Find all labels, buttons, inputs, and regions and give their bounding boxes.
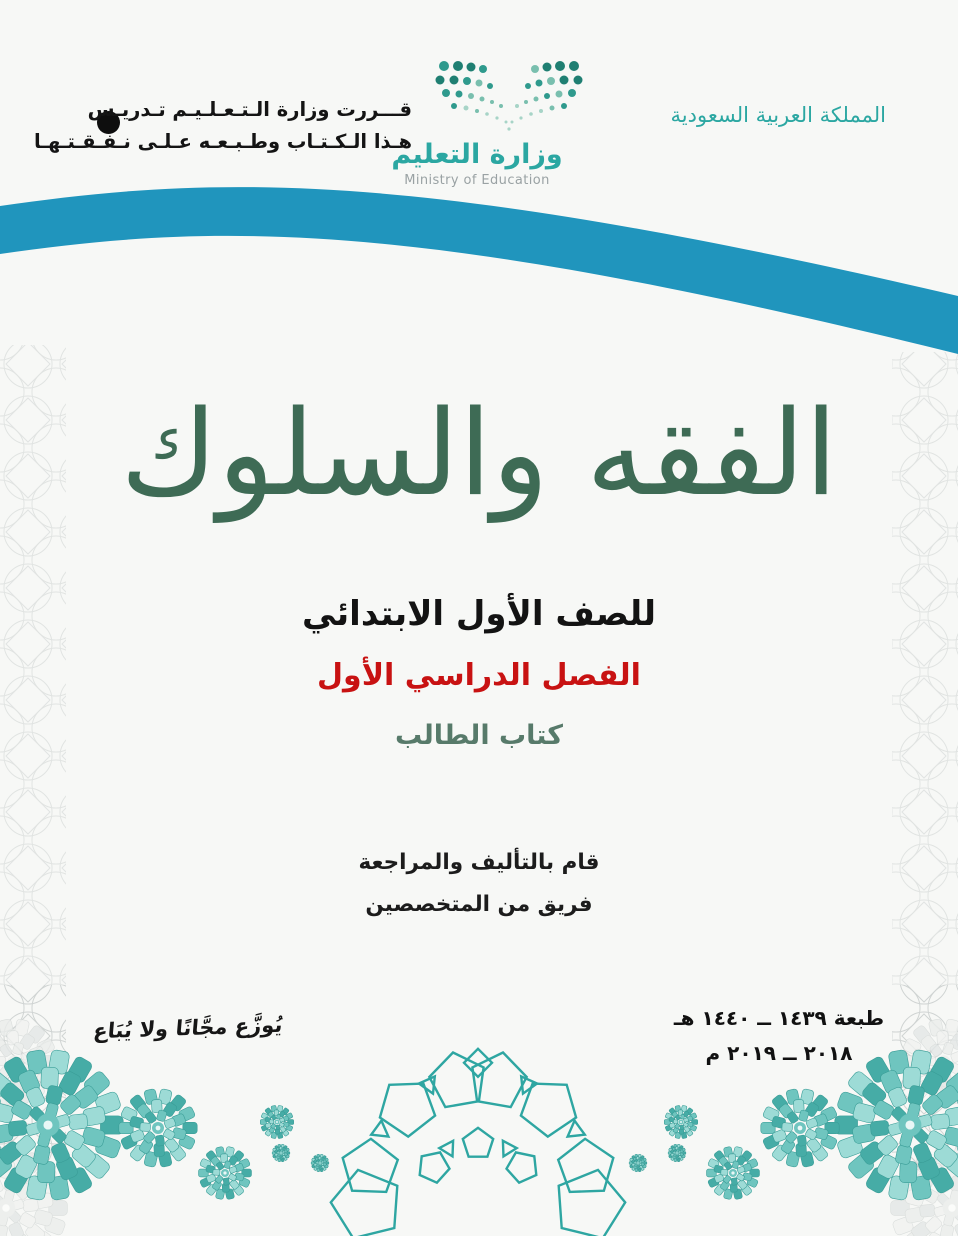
- authors-team: فريق من المتخصصين: [365, 892, 593, 917]
- wave-swoosh: [0, 187, 958, 354]
- subtitle-block: [0, 594, 958, 751]
- edition-gregorian: ٢٠١٨ ــ ٢٠١٩ م: [705, 1041, 853, 1065]
- kingdom-name: المملكة العربية السعودية: [670, 103, 886, 127]
- edition-block: [624, 1001, 934, 1071]
- decision-statement: [34, 94, 412, 157]
- decision-line-2: هـذا الـكـتـاب وطـبـعـه عـلـى نـفـقـتـهـا: [34, 129, 412, 153]
- moe-logo-english: Ministry of Education: [404, 172, 550, 188]
- book-type-label: كتاب الطالب: [395, 720, 563, 751]
- book-title: الفقه والسلوك: [120, 384, 838, 522]
- decision-line-1: قـــررت وزارة الـتـعـلـيـم تـدريـس: [87, 98, 412, 121]
- edition-hijri: طبعة ١٤٣٩ ــ ١٤٤٠ هـ: [673, 1006, 885, 1030]
- authors-block: [0, 850, 958, 917]
- rosette-ornaments: [0, 1049, 958, 1200]
- arch-ornament: [331, 1049, 625, 1236]
- moe-logo-dots-icon: [434, 56, 584, 136]
- grade-label: للصف الأول الابتدائي: [302, 594, 656, 634]
- distribution-note: يُوزَّع مجَّانًا ولا يُبَاع: [92, 1012, 284, 1044]
- moe-logo: [372, 56, 582, 188]
- authors-heading: قام بالتأليف والمراجعة: [358, 850, 600, 875]
- semester-label: الفصل الدراسي الأول: [317, 658, 641, 693]
- moe-logo-arabic: وزارة التعليم: [391, 139, 563, 170]
